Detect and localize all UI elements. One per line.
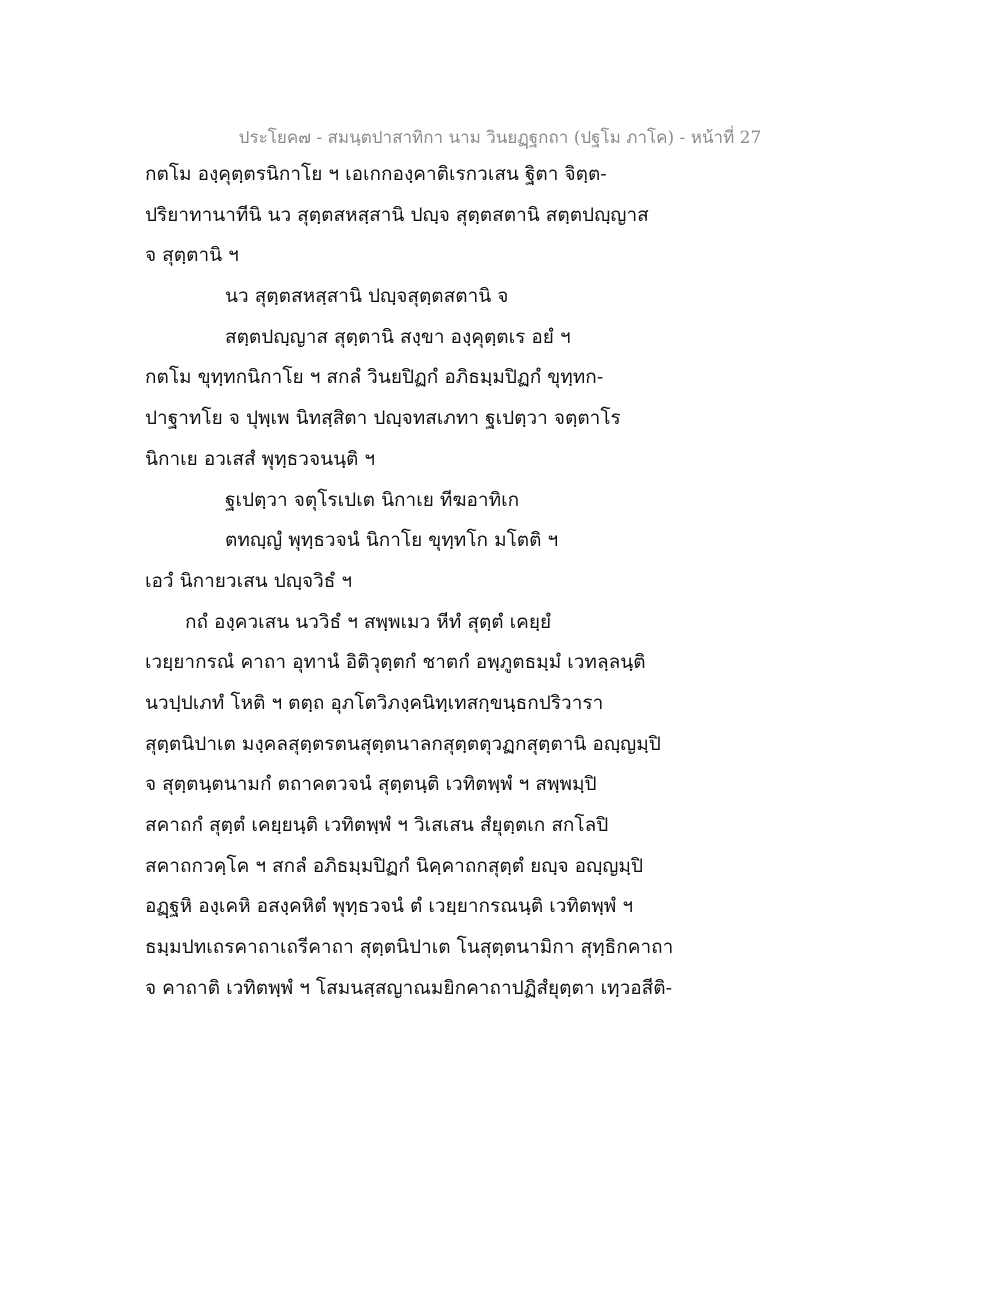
text-line: สคาถกวคฺโค ฯ สกลํ อภิธมฺมปิฏกํ นิคฺคาถกสุตฺตํ ยญฺจ อญฺญมฺปิ <box>145 854 644 877</box>
text-line: จ สุตฺตนฺตนามกํ ตถาคตวจนํ สุตฺตนฺติ เวทิตพฺพํ ฯ สพฺพมฺปิ <box>145 773 597 796</box>
text-line: นวปฺปเภทํ โหติ ฯ ตตฺถ อุภโตวิภงฺคนิทฺเทสกฺขนฺธกปริวารา <box>145 691 604 714</box>
text-line: ปริยาทานาทีนิ นว สุตฺตสหสฺสานิ ปญฺจ สุตฺตสตานิ สตฺตปญฺญาส <box>145 203 649 226</box>
text-line: จ คาถาติ เวทิตพฺพํ ฯ โสมนสฺสญาณมยิกคาถาปฏิสํยุตฺตา เทฺวอสีติ- <box>145 976 673 999</box>
text-line: เวยฺยากรณํ คาถา อุทานํ อิติวุตฺตกํ ชาตกํ อพฺภูตธมฺมํ เวทลฺลนฺติ <box>145 651 646 674</box>
paragraph-start-line: กถํ องฺควเสน นววิธํ ฯ สพฺพเมว หีทํ สุตฺตํ เคยฺยํ <box>185 610 552 633</box>
text-line: เอวํ นิกายวเสน ปญฺจวิธํ ฯ <box>145 569 353 592</box>
text-line: นิกาเย อวเสสํ พุทฺธวจนนฺติ ฯ <box>145 447 376 470</box>
page-header: ประโยค๗ - สมนฺตปาสาทิกา นาม วินยฏฺฐกถา (ปฐโม ภาโค) - หน้าที่ 27 <box>238 128 762 148</box>
text-line: กตโม ขุทฺทกนิกาโย ฯ สกลํ วินยปิฏกํ อภิธมฺมปิฏกํ ขุทฺทก- <box>145 366 604 389</box>
verse-line: นว สุตฺตสหสฺสานิ ปญฺจสุตฺตสตานิ จ <box>225 285 509 308</box>
text-line: สุตฺตนิปาเต มงฺคลสุตฺตรตนสุตฺตนาลกสุตฺตตุวฏกสุตฺตานิ อญฺญมฺปิ <box>145 732 661 755</box>
verse-line: ตทญฺญํ พุทฺธวจนํ นิกาโย ขุทฺทโก มโตติ ฯ <box>225 529 559 552</box>
text-line: กตโม องฺคุตฺตรนิกาโย ฯ เอเกกองฺคาติเรกวเสน ฐิตา จิตฺต- <box>145 163 607 185</box>
body-text <box>145 158 845 1012</box>
text-line: ธมฺมปทเถรคาถาเถรีคาถา สุตฺตนิปาเต โนสุตฺตนามิกา สุทฺธิกคาถา <box>145 936 674 959</box>
text-line: สคาถกํ สุตฺตํ เคยฺยนฺติ เวทิตพฺพํ ฯ วิเสเสน สํยุตฺตเก สกโลปิ <box>145 814 609 836</box>
verse-line: ฐเปตฺวา จตุโรเปเต นิกาเย ทีฆอาทิเก <box>225 488 520 511</box>
text-line: ปาฐาทโย จ ปุพฺเพ นิทสฺสิตา ปญฺจทสเภทา ฐเปตฺวา จตฺตาโร <box>145 407 621 430</box>
text-line: จ สุตฺตานิ ฯ <box>145 244 239 267</box>
verse-line: สตฺตปญฺญาส สุตฺตานิ สงฺขา องฺคุตฺตเร อยํ ฯ <box>225 325 571 348</box>
text-line: อฏฺฐหิ องฺเคหิ อสงฺคหิตํ พุทฺธวจนํ ตํ เวยฺยากรณนฺติ เวทิตพฺพํ ฯ <box>145 895 634 918</box>
